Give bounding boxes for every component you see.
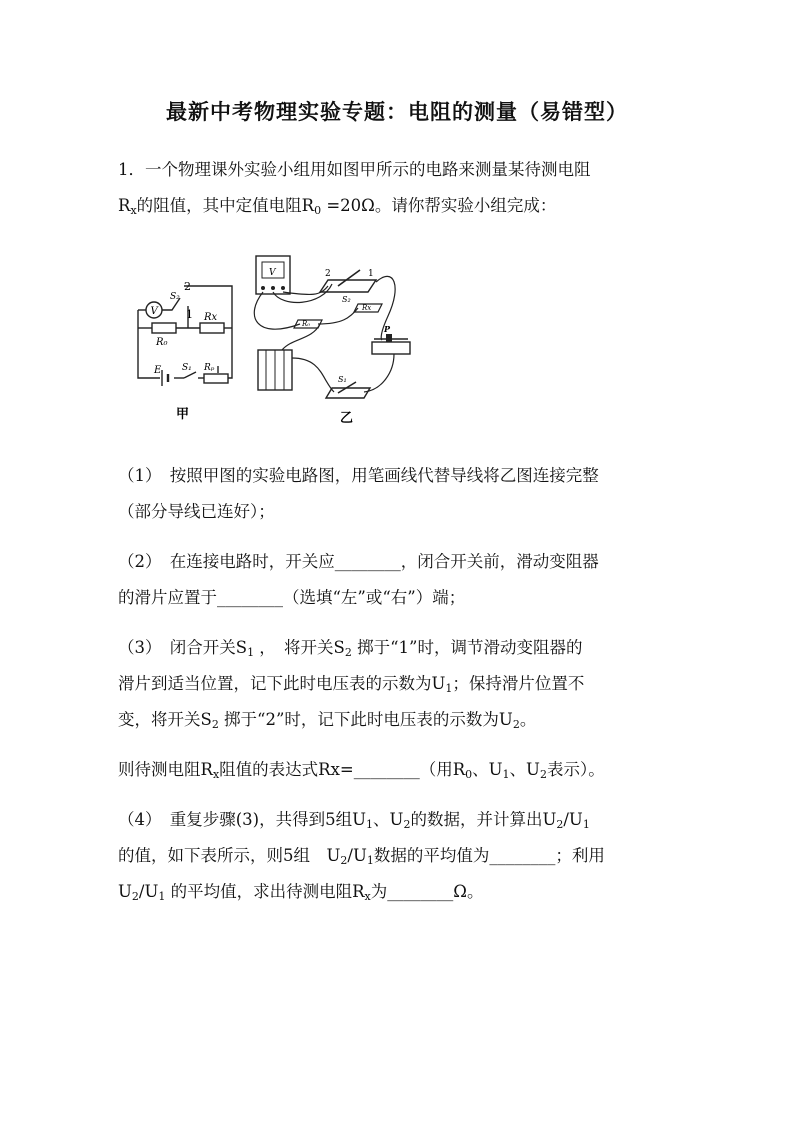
step1-line2: （部分导线已连好）；: [118, 502, 275, 521]
page-title: 最新中考物理实验专题：电阻的测量（易错型）: [166, 99, 628, 124]
label-2: 2: [184, 280, 191, 293]
label-p: P: [384, 324, 391, 334]
step1-line1: （1） 按照甲图的实验电路图，用笔画线代替导线将乙图连接完整: [118, 466, 599, 485]
circuit-diagram-svg: [132, 246, 412, 428]
step3-line3: 变，将开关$S_2$ 掷于“2”时，记下此时电压表的示数为$U_2$。: [118, 710, 537, 731]
expression-line: 则待测电阻$R_x$阻值的表达式Rx=________（用$R_0$、$U_1$、$U_2$表示）。: [118, 760, 605, 781]
step2-line2: 的滑片应置于________（选填“左”或“右”）端；: [118, 588, 466, 607]
label-rx-block: Rx: [362, 304, 372, 312]
label-r0: R₀: [156, 337, 168, 348]
circuit-figure: [132, 246, 412, 428]
label-s1-board: S₂: [342, 295, 351, 304]
label-s2: S₂: [170, 292, 180, 302]
label-s1-yi: S₁: [338, 375, 347, 384]
label-rx: Rx: [204, 312, 218, 323]
step4-line1: （4） 重复步骤(3)，共得到5组$U_1$、$U_2$的数据，并计算出$U_2/U_1$: [118, 810, 590, 831]
label-v-meter: V: [269, 268, 276, 278]
q1-line2: $R_x$的阻值，其中定值电阻$R_0 =20\Omega$。请你帮实验小组完成：: [118, 196, 557, 217]
label-2-board: 2: [325, 269, 331, 279]
step4-line2: 的值，如下表所示，则5组 $U_2/U_1$数据的平均值为________；利用: [118, 846, 605, 867]
label-rp: Rₚ: [204, 363, 215, 373]
q1-line1: 1．一个物理课外实验小组用如图甲所示的电路来测量某待测电阻: [118, 160, 591, 179]
step2-line1: （2） 在连接电路时，开关应________，闭合开关前，滑动变阻器: [118, 552, 599, 571]
label-yi: 乙: [340, 411, 354, 426]
label-r0-block: R₀: [302, 320, 311, 328]
label-v: V: [150, 306, 158, 317]
label-1-board: 1: [368, 269, 374, 279]
label-jia: 甲: [176, 407, 190, 422]
label-s1: S₁: [182, 363, 192, 373]
step3-line2: 滑片到适当位置，记下此时电压表的示数为$U_1$；保持滑片位置不: [118, 674, 585, 695]
step3-line1: （3） 闭合开关$S_1$ ， 将开关$S_2$ 掷于“1”时，调节滑动变阻器的: [118, 638, 583, 659]
step4-line3: $U_2/U_1$ 的平均值，求出待测电阻$R_x$为________Ω。: [118, 882, 484, 903]
label-1: 1: [186, 308, 193, 321]
label-e: E: [154, 365, 162, 376]
